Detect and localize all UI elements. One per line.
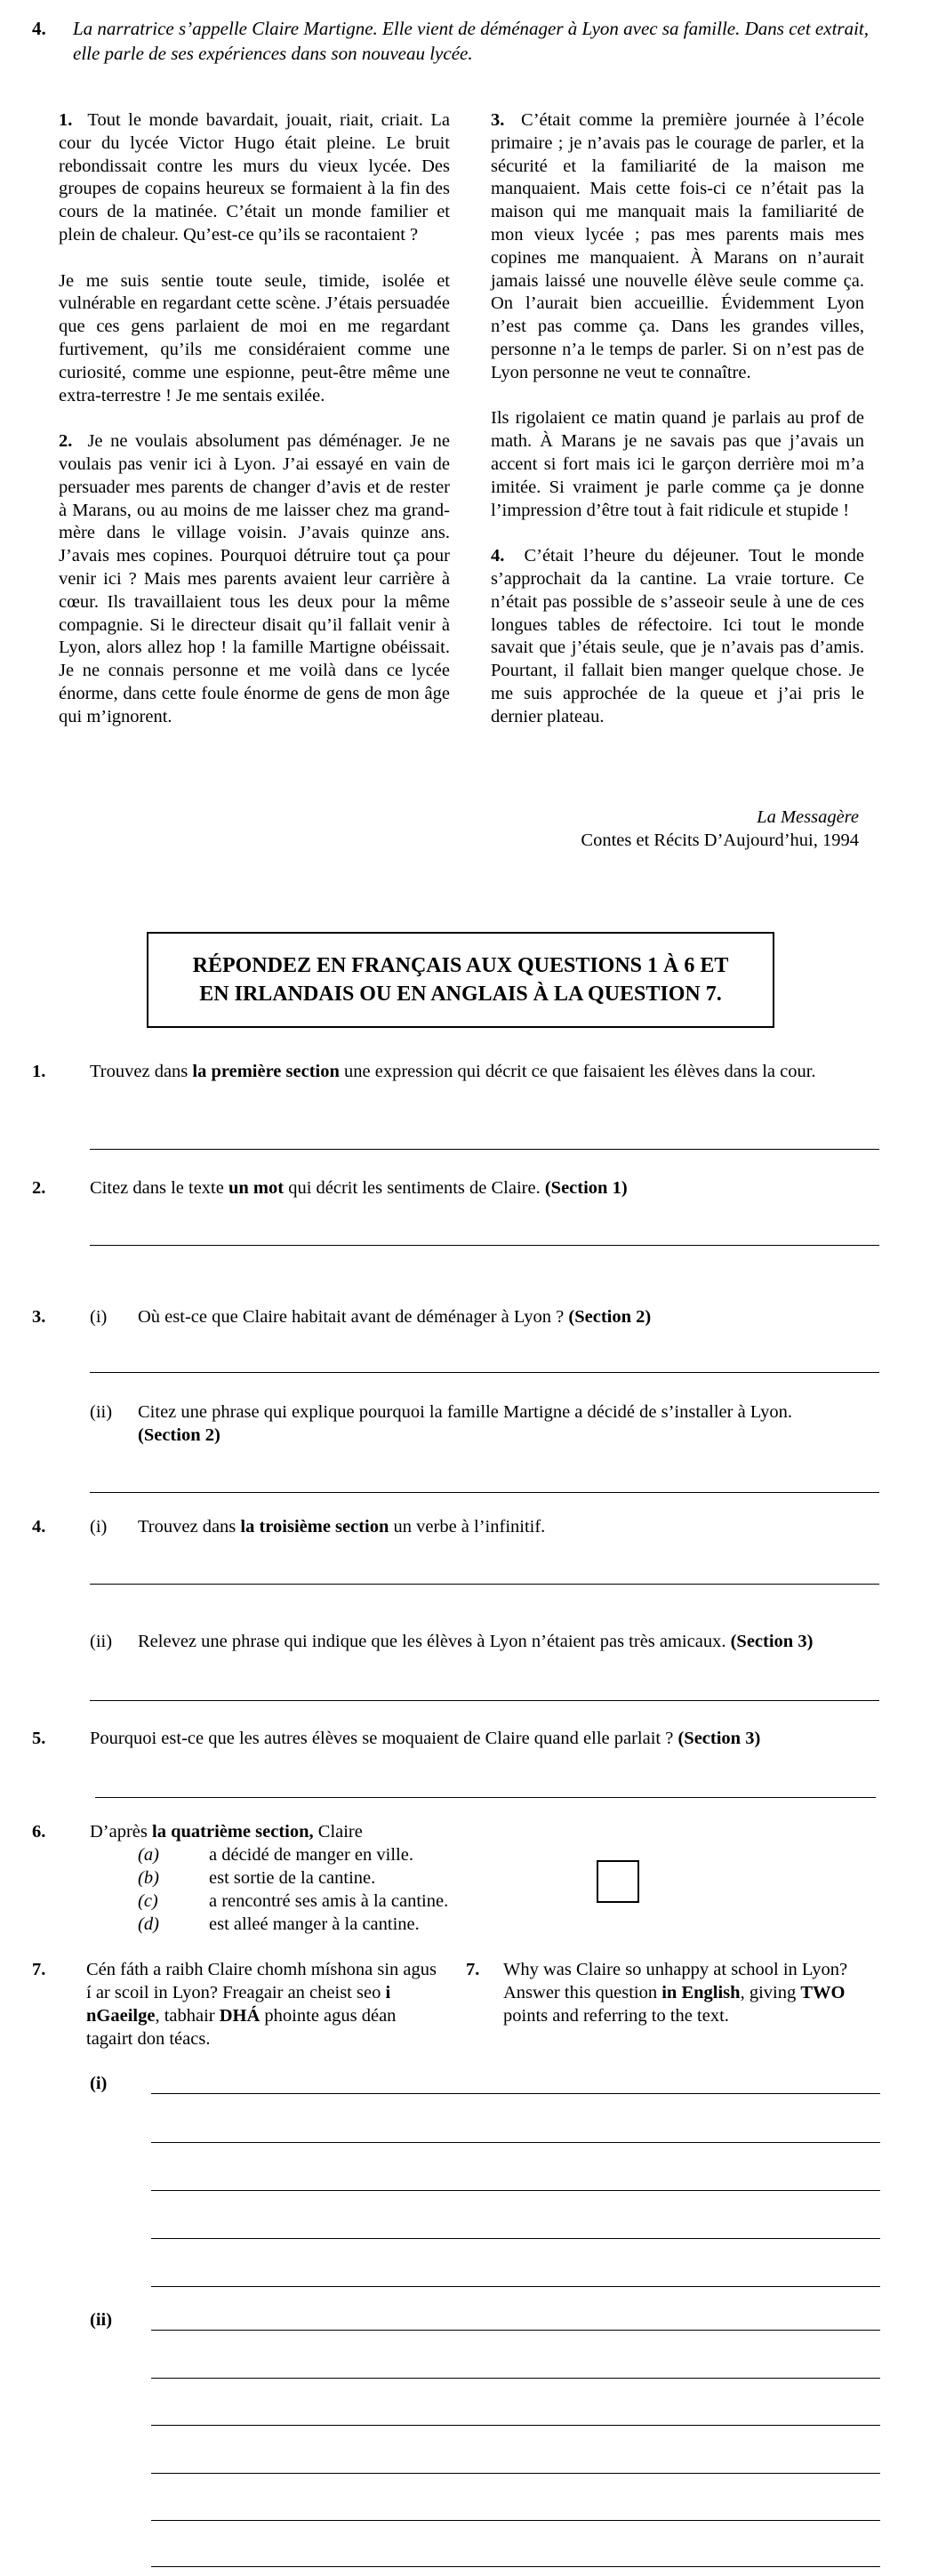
question-number: 4.	[32, 18, 46, 39]
q7-i-label: (i)	[90, 2074, 108, 2093]
q1-answer-line[interactable]	[90, 1149, 879, 1150]
q7-ii-label: (ii)	[90, 2310, 113, 2330]
section-3-paragraph-1: 3. C’était comme la première journée à l’école primaire ; je n’avais pas le courage de parler, et la sécurité et la familiarité de la maison me manquaient. Mais cette fois-ci ce n’était pas la maison qui me manquait mais la familiarité de mon vieux lycée ; pas mes parents mais mes copines me manquaient. À Marans on n’aurait jamais laissé une nouvelle élève seule comme ça. On l’aurait bien accueillie. Évidemment Lyon n’est pas comme ça. Dans les grandes villes, personne n’a le temps de parler. Si on n’est pas de Lyon personne ne veut te connaître.	[491, 110, 865, 382]
q6-text: D’après la quatrième section, Claire	[90, 1822, 363, 1842]
q7-ii-answer-line[interactable]	[151, 2425, 880, 2426]
q5-number: 5.	[32, 1729, 46, 1748]
q3-i-text: Où est-ce que Claire habitait avant de déménager à Lyon ? (Section 2)	[138, 1307, 652, 1327]
q6-option-c: (c) a rencontré ses amis à la cantine.	[138, 1891, 449, 1911]
author: La Messagère	[757, 807, 859, 827]
q7-english-number: 7.	[466, 1960, 480, 1979]
q3-i-answer-line[interactable]	[90, 1372, 879, 1373]
section-4-paragraph: 4. C’était l’heure du déjeuner. Tout le monde s’approchait da la cantine. La vraie torture. Ce n’était pas possible de s’asseoir seule à une de ces longues tables de réfectoire. Ici tout le monde savait que j’étais seule, que je n’avais pas d’amis. Pourtant, il fallait bien manger quelque chose. Je me suis approchée de la queue et j’ai pris le dernier plateau.	[491, 546, 865, 726]
instructions-line-2: EN IRLANDAIS OU EN ANGLAIS À LA QUESTION 7.	[199, 983, 722, 1006]
q6-option-d: (d) est alleé manger à la cantine.	[138, 1914, 420, 1934]
q7-ii-answer-line[interactable]	[151, 2473, 880, 2474]
q2-number: 2.	[32, 1178, 46, 1198]
q7-ii-answer-line[interactable]	[151, 2330, 880, 2331]
q2-text: Citez dans le texte un mot qui décrit les sentiments de Claire. (Section 1)	[90, 1178, 628, 1198]
instructions-box	[147, 932, 774, 1028]
instructions-line-1: RÉPONDEZ EN FRANÇAIS AUX QUESTIONS 1 À 6 ET	[192, 954, 729, 977]
source: Contes et Récits D’Aujourd’hui, 1994	[581, 831, 859, 850]
q6-option-a: (a) a décidé de manger en ville.	[138, 1845, 413, 1865]
q3-number: 3.	[32, 1307, 46, 1327]
q7-ii-answer-line[interactable]	[151, 2566, 880, 2567]
q4-i-answer-line[interactable]	[90, 1584, 879, 1585]
q1-text: Trouvez dans la première section une expression qui décrit ce que faisaient les élèves dans la cour.	[90, 1062, 816, 1081]
q3-ii-text: Citez une phrase qui explique pourquoi la famille Martigne a décidé de s’installer à Lyon. (Section 2)	[138, 1402, 793, 1445]
q3-ii-answer-line[interactable]	[90, 1492, 879, 1493]
q7-i-answer-line[interactable]	[151, 2142, 880, 2143]
q7-ii-answer-line[interactable]	[151, 2378, 880, 2379]
q4-ii-text: Relevez une phrase qui indique que les élèves à Lyon n’étaient pas très amicaux. (Section 3)	[138, 1632, 814, 1651]
q5-answer-line[interactable]	[95, 1797, 876, 1798]
q7-i-answer-line[interactable]	[151, 2093, 880, 2094]
q4-i-label: (i)	[90, 1517, 108, 1537]
q3-i-label: (i)	[90, 1307, 108, 1327]
section-number: 4.	[491, 546, 505, 566]
q7-i-answer-line[interactable]	[151, 2190, 880, 2191]
passage-left-column	[59, 109, 450, 751]
q7-ii-answer-line[interactable]	[151, 2520, 880, 2521]
q1-number: 1.	[32, 1062, 46, 1081]
q5-text: Pourquoi est-ce que les autres élèves se moquaient de Claire quand elle parlait ? (Section 3)	[90, 1729, 761, 1748]
q4-ii-label: (ii)	[90, 1632, 113, 1651]
q7-i-answer-line[interactable]	[151, 2238, 880, 2239]
q7-english-text: Why was Claire so unhappy at school in Lyon? Answer this question in English, giving TWO points and referring to the text.	[503, 1960, 848, 2026]
section-1-paragraph-2: Je me suis sentie toute seule, timide, isolée et vulnérable en regardant cette scène. J’étais persuadée que ces gens parlaient de moi en me regardant furtivement, qu’ils me considéraient comme une curiosité, comme une espionne, peut-être même une extra-terrestre ! Je me sentais exilée.	[59, 270, 450, 405]
q6-answer-box[interactable]	[597, 1860, 639, 1903]
q6-option-b: (b) est sortie de la cantine.	[138, 1868, 376, 1888]
section-number: 1.	[59, 110, 73, 130]
section-3-paragraph-2: Ils rigolaient ce matin quand je parlais au prof de math. À Marans je ne savais pas que j’avais un accent si fort mais ici le garçon derrière moi m’a imitée. Si vraiment je parle comme ça je donne l’impression d’être tout à fait ridicule et stupide !	[491, 408, 864, 520]
q3-ii-label: (ii)	[90, 1402, 113, 1422]
section-number: 3.	[491, 110, 505, 130]
q4-number: 4.	[32, 1517, 46, 1537]
q7-irish-text: Cén fáth a raibh Claire chomh míshona sin agus í ar scoil in Lyon? Freagair an cheist seo i nGaeilge, tabhair DHÁ phointe agus déan tagairt don téacs.	[86, 1960, 437, 2049]
passage-intro	[32, 16, 886, 66]
passage-right-column	[491, 109, 864, 751]
q4-i-text: Trouvez dans la troisième section un verbe à l’infinitif.	[138, 1517, 546, 1537]
q6-number: 6.	[32, 1822, 46, 1842]
q7-irish-number: 7.	[32, 1960, 46, 1979]
section-1-paragraph-1: 1. Tout le monde bavardait, jouait, riait, criait. La cour du lycée Victor Hugo était pleine. Le bruit rebondissait contre les murs du vieux lycée. Des groupes de copains heureux se formaient à la fin des cours de la matinée. C’était un monde familier et plein de chaleur. Qu’est-ce qu’ils se racontaient ?	[59, 110, 450, 245]
q7-i-answer-line[interactable]	[151, 2286, 880, 2287]
section-number: 2.	[59, 431, 73, 452]
attribution	[581, 806, 859, 852]
intro-text: La narratrice s’appelle Claire Martigne. Elle vient de déménager à Lyon avec sa famille. Dans cet extrait, elle parle de ses expériences dans son nouveau lycée.	[73, 18, 869, 64]
q2-answer-line[interactable]	[90, 1245, 879, 1246]
section-2-paragraph: 2. Je ne voulais absolument pas déménager. Je ne voulais pas venir ici à Lyon. J’ai essayé en vain de persuader mes parents de changer d’avis et de rester à Marans, ou au moins de me laisser chez ma grand-mère dans le village voisin. J’avais quinze ans. J’avais mes copines. Pourquoi détruire tout ça pour venir ici ? Mais mes parents avaient leur carrière à cœur. Ils travaillaient tous les deux pour la même compagnie. Si le directeur disait qu’il fallait venir à Lyon, alors allez hop ! la famille Martigne obéissait. Je ne connais personne et me voilà dans ce lycée énorme, dans cette foule énorme de gens de mon âge qui m’ignorent.	[59, 431, 451, 726]
q4-ii-answer-line[interactable]	[90, 1700, 879, 1701]
